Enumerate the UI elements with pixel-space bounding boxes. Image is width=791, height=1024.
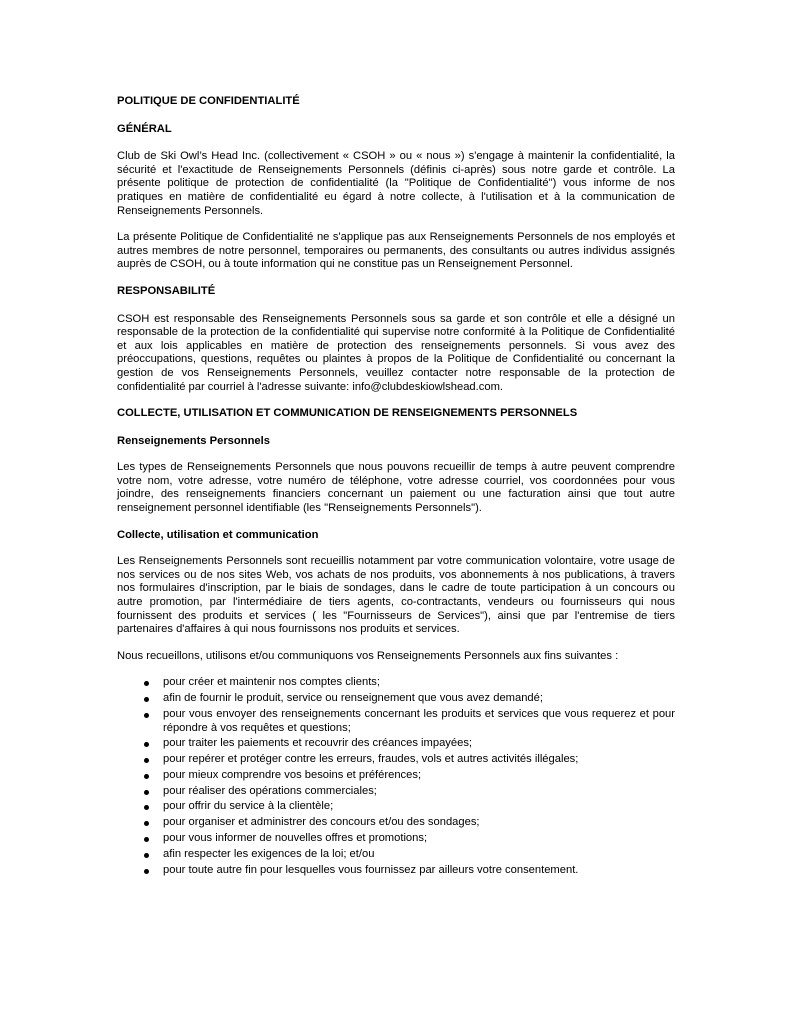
bullet-icon — [144, 853, 149, 858]
list-item — [117, 848, 675, 862]
list-item — [117, 676, 675, 690]
paragraph-general-1: Club de Ski Owl’s Head Inc. (collectivement « CSOH » ou « nous ») s'engage à maintenir la confidentialité, la sécurité et l'exactitude de Renseignements Personnels (définis ci-après) sous notre garde et contrôle. La présente politique de protection de confidentialité (la "Politique de Confidentialité") vous informe de nos pratiques en matière de confidentialité eu égard à notre collecte, à l'utilisation et à la communication de Renseignements Personnels. — [117, 150, 675, 217]
subsection-heading-renseignements: Renseignements Personnels — [117, 434, 270, 447]
list-item — [117, 708, 675, 735]
list-item-text: pour réaliser des opérations commerciales; — [163, 784, 377, 797]
bullet-icon — [144, 805, 149, 810]
paragraph-collecte-2: Nous recueillons, utilisons et/ou communiquons vos Renseignements Personnels aux fins suivantes : — [117, 649, 619, 662]
list-item-text: pour vous envoyer des renseignements concernant les produits et services que vous requerez et pour répondre à vos requêtes et questions; — [163, 707, 675, 734]
list-item — [117, 800, 675, 814]
bullet-icon — [144, 790, 149, 795]
paragraph-renseignements-1: Les types de Renseignements Personnels que nous pouvons recueillir de temps à autre peuvent comprendre votre nom, votre adresse, votre numéro de téléphone, votre adresse courriel, vos coordonnées pour vous joindre, des renseignements financiers concernant un paiement ou une facturation ainsi que tout autre renseignement personnel identifiable (les "Renseignements Personnels"). — [117, 461, 675, 515]
list-item-text: pour traiter les paiements et recouvrir des créances impayées; — [163, 737, 473, 750]
bullet-icon — [144, 821, 149, 826]
section-heading-collecte: COLLECTE, UTILISATION ET COMMUNICATION DE RENSEIGNEMENTS PERSONNELS — [117, 407, 578, 420]
list-item — [117, 832, 675, 846]
paragraph-collecte-1: Les Renseignements Personnels sont recueillis notamment par votre communication volontaire, votre usage de nos services ou de nos sites Web, vos achats de nos produits, vos abonnements à nos publications, à travers nos formulaires d'inscription, par le biais de sondages, dans le cadre de toute participation à un concours ou autre promotion, par l'intermédiaire de tiers agents, co-contractants, vendeurs ou fournisseurs qui nous fournissent des produits et services ( les "Fournisseurs de Services"), ainsi que par l'entremise de tiers partenaires d'affaires à qui nous fournissons nos produits et services. — [117, 555, 675, 636]
list-item-text: afin de fournir le produit, service ou renseignement que vous avez demandé; — [163, 692, 543, 705]
document-page — [117, 95, 675, 879]
section-heading-general: GÉNÉRAL — [117, 122, 172, 135]
bullet-icon — [144, 713, 149, 718]
list-item — [117, 864, 675, 878]
list-item-text: pour repérer et protéger contre les erreurs, fraudes, vols et autres activités illégales; — [163, 753, 579, 766]
bullet-icon — [144, 837, 149, 842]
list-item-text: afin respecter les exigences de la loi; et/ou — [163, 847, 375, 860]
list-item — [117, 737, 675, 751]
list-item — [117, 816, 675, 830]
bullet-icon — [144, 869, 149, 874]
bullet-icon — [144, 774, 149, 779]
list-item — [117, 692, 675, 706]
bullet-icon — [144, 742, 149, 747]
list-item — [117, 785, 675, 799]
bullet-icon — [144, 681, 149, 686]
bullet-icon — [144, 758, 149, 763]
paragraph-general-2: La présente Politique de Confidentialité ne s'applique pas aux Renseignements Personnels de nos employés et autres membres de notre personnel, temporaires ou permanents, des consultants ou autres individus assignés auprès de CSOH, ou à toute information qui ne constitue pas un Renseignement Personnel. — [117, 231, 675, 271]
list-item-text: pour toute autre fin pour lesquelles vous fournissez par ailleurs votre consentement. — [163, 863, 579, 876]
list-item-text: pour organiser et administrer des concours et/ou des sondages; — [163, 816, 480, 829]
subsection-heading-collecte-utilisation: Collecte, utilisation et communication — [117, 528, 319, 541]
list-item-text: pour vous informer de nouvelles offres et promotions; — [163, 832, 428, 845]
list-item — [117, 753, 675, 767]
section-heading-responsabilite: RESPONSABILITÉ — [117, 284, 216, 297]
list-item — [117, 769, 675, 783]
purposes-list — [117, 676, 675, 877]
list-item-text: pour offrir du service à la clientèle; — [163, 800, 334, 813]
list-item-text: pour mieux comprendre vos besoins et préférences; — [163, 768, 422, 781]
bullet-icon — [144, 697, 149, 702]
list-item-text: pour créer et maintenir nos comptes clients; — [163, 676, 381, 689]
document-title: POLITIQUE DE CONFIDENTIALITÉ — [117, 95, 300, 107]
paragraph-responsabilite-1: CSOH est responsable des Renseignements Personnels sous sa garde et son contrôle et elle a désigné un responsable de la protection de la confidentialité qui supervise notre conformité à la Politique de Confidentialité et aux lois applicables en matière de protection des renseignements personnels. Si vous avez des préoccupations, questions, requêtes ou plaintes à propos de la Politique de Confidentialité ou concernant la gestion de vos Renseignements Personnels, veuillez contacter notre responsable de la protection de confidentialité par courriel à l'adresse suivante: info@clubdeskiowlshead.com. — [117, 312, 675, 393]
